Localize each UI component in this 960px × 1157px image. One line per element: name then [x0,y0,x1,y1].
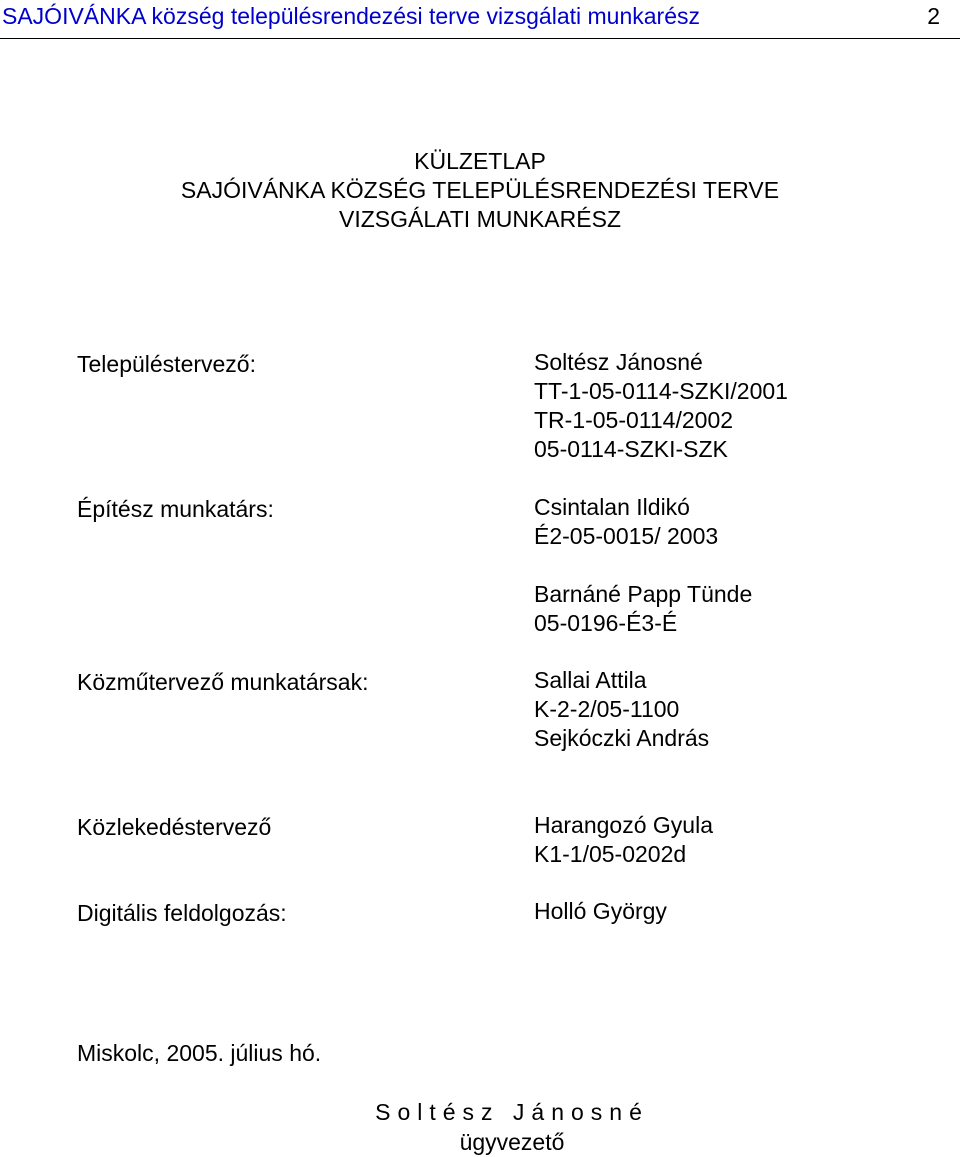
title-line-2: SAJÓIVÁNKA KÖZSÉG TELEPÜLÉSRENDEZÉSI TERVE [180,177,780,203]
signature-block [0,1097,960,1157]
role-label-urban-planner: Településtervező: [77,351,256,377]
header-title: SAJÓIVÁNKA község településrendezési terve vizsgálati munkarész [2,3,700,29]
document-title [0,147,960,234]
license-number: É2-05-0015/ 2003 [534,523,719,549]
license-number: K1-1/05-0202d [534,841,687,867]
role-value-traffic-planner [534,811,713,869]
title-line-3: VIZSGÁLATI MUNKARÉSZ [338,206,621,232]
license-number: K-2-2/05-1100 [534,696,680,722]
role-label-digital-processing: Digitális feldolgozás: [77,900,287,926]
role-value-architect [534,493,752,638]
signature-role: ügyvezető [459,1129,565,1155]
spacer [534,551,752,580]
person-name: Sallai Attila [534,667,647,693]
person-name: Sejkóczki András [534,725,710,751]
role-value-utility-planners [534,666,709,753]
page-number: 2 [927,3,940,29]
title-line-1: KÜLZETLAP [414,148,546,174]
person-name: Harangozó Gyula [534,812,713,838]
page-header [0,0,960,39]
license-number: TT-1-05-0114-SZKI/2001 [534,378,788,404]
role-value-digital-processing [534,897,667,926]
license-number: 05-0196-É3-É [534,610,678,636]
license-number: TR-1-05-0114/2002 [534,407,734,433]
person-name: Holló György [534,898,667,924]
role-label-utility-planners: Közműtervező munkatársak: [77,669,369,695]
person-name: Soltész Jánosné [534,349,703,375]
role-label-architect: Építész munkatárs: [77,496,274,522]
place-and-date: Miskolc, 2005. július hó. [77,1040,322,1066]
license-number: 05-0114-SZKI-SZK [534,436,728,462]
person-name: Barnáné Papp Tünde [534,581,753,607]
signature-name: Soltész Jánosné [375,1099,649,1125]
person-name: Csintalan Ildikó [534,494,690,520]
role-label-traffic-planner: Közlekedéstervező [77,814,272,840]
role-value-urban-planner [534,348,788,464]
